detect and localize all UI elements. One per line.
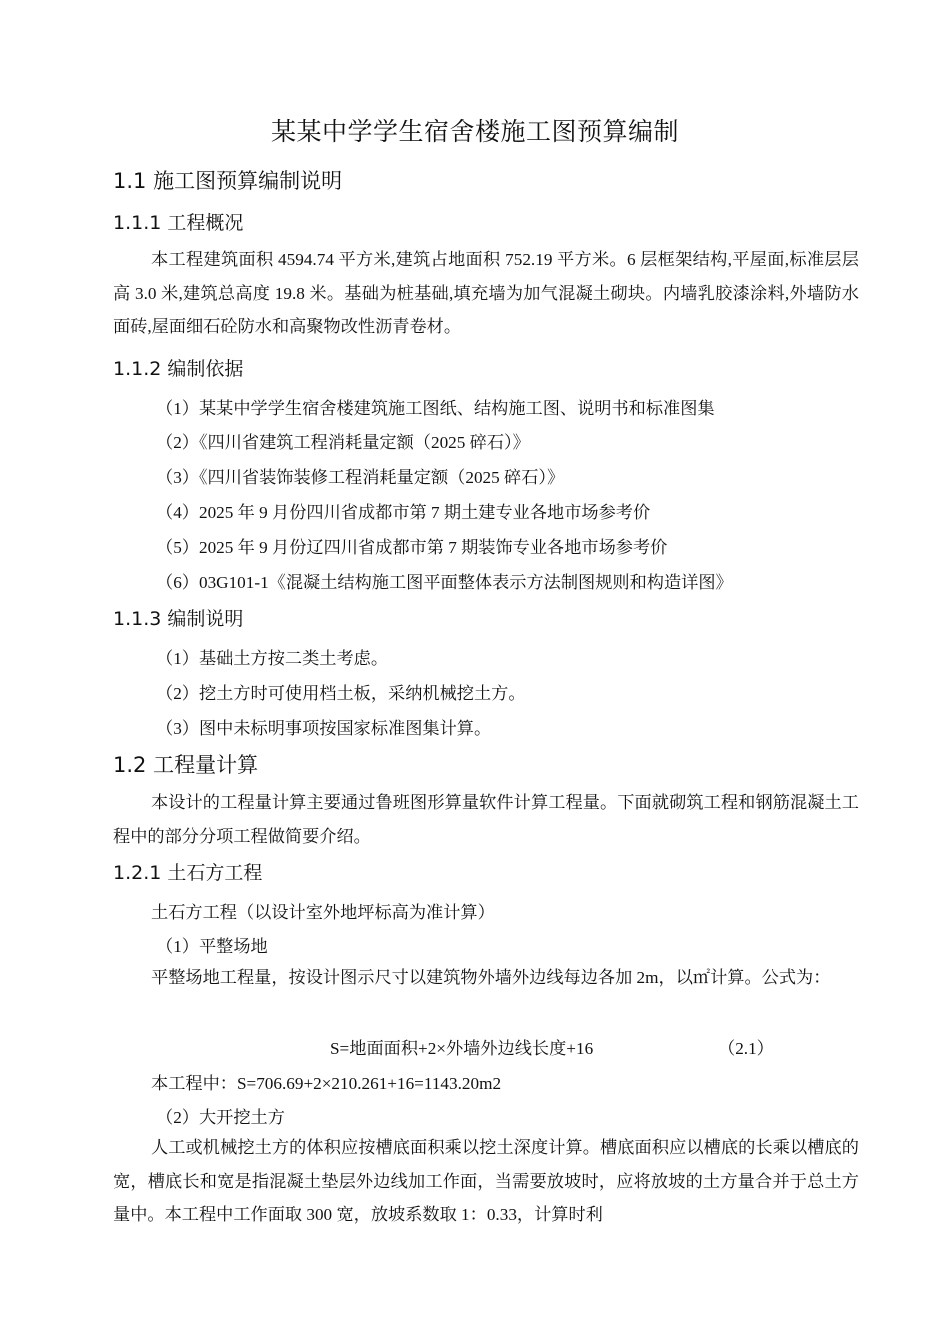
basis-item: （6）03G101-1《混凝土结构施工图平面整体表示方法制图规则和构造详图》 — [156, 573, 733, 592]
formula-number: （2.1） — [718, 1039, 774, 1058]
section-heading-1-2: 1.2 工程量计算 — [113, 753, 259, 777]
earthwork-line: 土石方工程（以设计室外地坪标高为准计算） — [151, 903, 495, 922]
document-title: 某某中学学生宿舍楼施工图预算编制 — [270, 117, 679, 146]
note-item: （3）图中未标明事项按国家标准图集计算。 — [156, 719, 492, 738]
section-heading-1-1-2: 1.1.2 编制依据 — [113, 358, 244, 380]
site-leveling-calc: 本工程中：S=706.69+2×210.261+16=1143.20m2 — [151, 1074, 502, 1093]
note-item: （1）基础土方按二类土考虑。 — [156, 649, 389, 668]
overview-paragraph: 本工程建筑面积 4594.74 平方米,建筑占地面积 752.19 平方米。6 层框架结构,平屋面,标准层层高 3.0 米,建筑总高度 19.8 米。基础为桩基础,填充墙为加气混凝土砌块。内墙乳胶漆涂料,外墙防水面砖,屋面细石砼防水和高聚物改性沥青卷材。 — [113, 250, 859, 336]
basis-item: （1）某某中学学生宿舍楼建筑施工图纸、结构施工图、说明书和标准图集 — [156, 399, 715, 418]
basis-item: （4）2025 年 9 月份四川省成都市第 7 期土建专业各地市场参考价 — [156, 503, 651, 522]
basis-item: （2）《四川省建筑工程消耗量定额（2025 碎石）》 — [156, 433, 530, 452]
basis-item: （5）2025 年 9 月份辽四川省成都市第 7 期装饰专业各地市场参考价 — [156, 538, 668, 557]
excavation-paragraph: 人工或机械挖土方的体积应按槽底面积乘以挖土深度计算。槽底面积应以槽底的长乘以槽底的宽，槽底长和宽是指混凝土垫层外边线加工作面，当需要放坡时，应将放坡的土方量合并于总土方量中。本工程中工作面取 300 宽，放坡系数取 1：0.33，计算时利 — [113, 1138, 859, 1224]
section-heading-1-1-3: 1.1.3 编制说明 — [113, 608, 244, 630]
calc-intro-paragraph: 本设计的工程量计算主要通过鲁班图形算量软件计算工程量。下面就砌筑工程和钢筋混凝土工程中的部分分项工程做简要介绍。 — [113, 793, 859, 846]
site-leveling-paragraph: 平整场地工程量，按设计图示尺寸以建筑物外墙外边线每边各加 2m，以㎡计算。公式为： — [151, 968, 831, 987]
item-excavation: （2）大开挖土方 — [156, 1108, 285, 1127]
basis-item: （3）《四川省装饰装修工程消耗量定额（2025 碎石）》 — [156, 468, 565, 487]
section-heading-1-2-1: 1.2.1 土石方工程 — [113, 862, 263, 884]
section-heading-1-1-1: 1.1.1 工程概况 — [113, 212, 244, 234]
section-heading-1-1: 1.1 施工图预算编制说明 — [113, 169, 343, 193]
note-item: （2）挖土方时可使用档土板，采纳机械挖土方。 — [156, 684, 526, 703]
formula: S=地面面积+2×外墙外边线长度+16 — [330, 1039, 594, 1058]
item-site-leveling: （1）平整场地 — [156, 937, 268, 956]
